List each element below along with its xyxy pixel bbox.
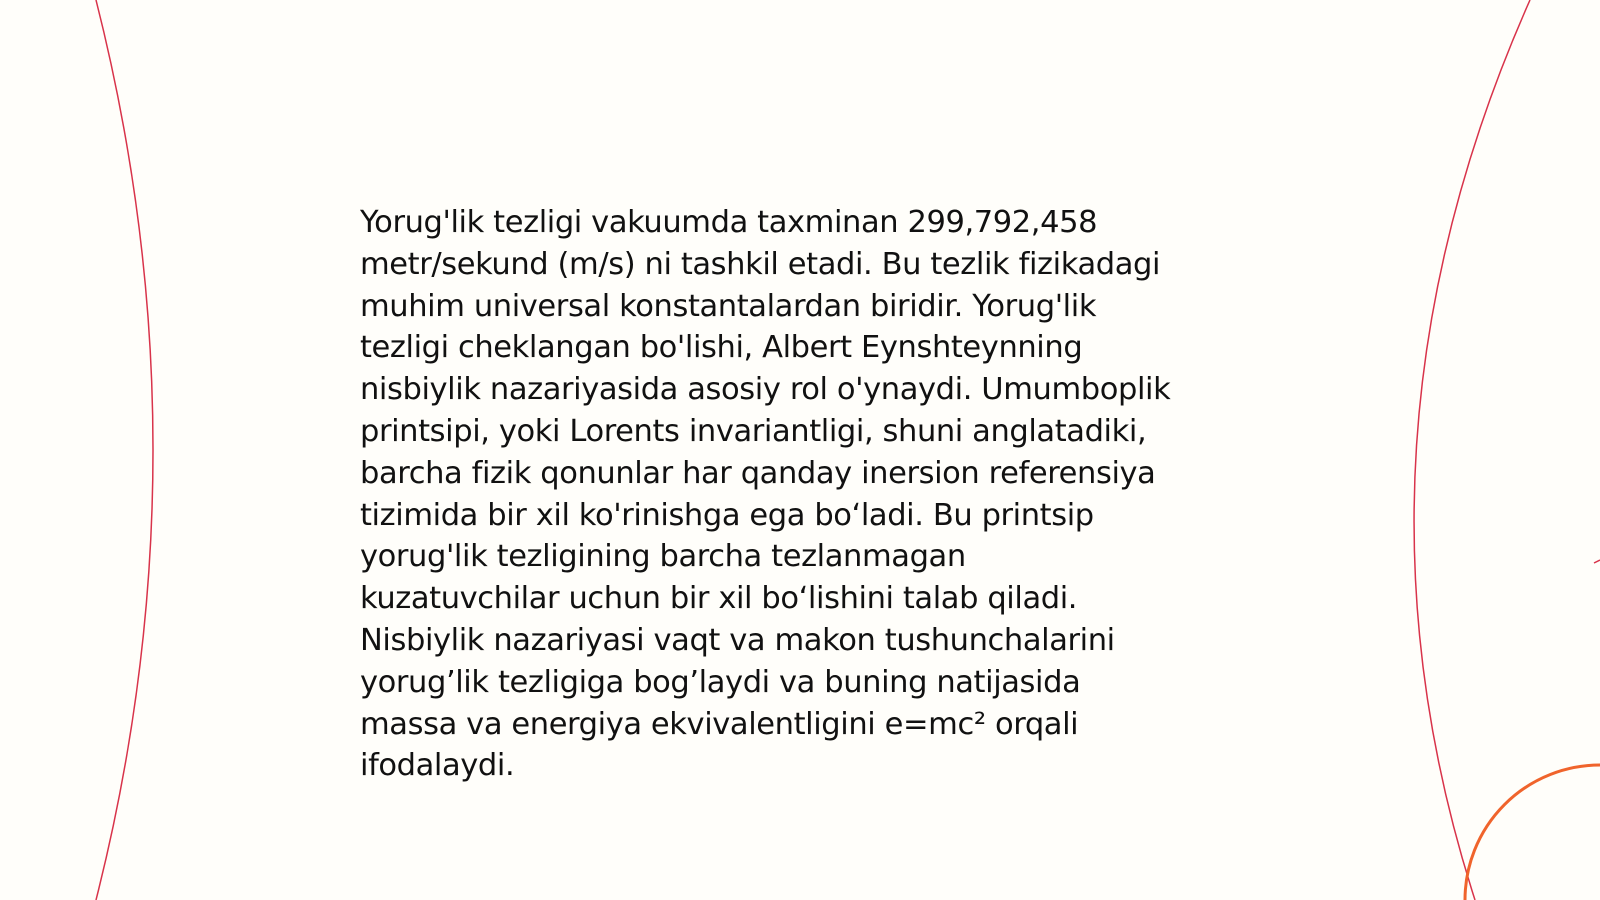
right-curve <box>1414 0 1530 900</box>
left-curve <box>96 0 153 900</box>
right-edge-mark <box>1594 560 1600 563</box>
corner-circle <box>1465 765 1600 900</box>
body-paragraph: Yorug'lik tezligi vakuumda taxminan 299,792,458 metr/sekund (m/s) ni tashkil etadi. Bu tezlik fizikadagi muhim universal konstantalardan biridir. Yorug'lik tezligi cheklangan bo'lishi, Albert Eynshteynning nisbiylik nazariyasida asosiy rol o'ynaydi. Umumboplik printsipi, yoki Lorents invariantligi, shuni anglatadiki, barcha fizik qonunlar har qanday inersion referensiya tizimida bir xil ko'rinishga ega bo‘ladi. Bu printsip yorug'lik tezligining barcha tezlanmagan kuzatuvchilar uchun bir xil bo‘lishini talab qiladi. Nisbiylik nazariyasi vaqt va makon tushunchalarini yorug’lik tezligiga bog’laydi va buning natijasida massa va energiya ekvivalentligini e=mc² orqali ifodalaydi. <box>360 205 1171 784</box>
